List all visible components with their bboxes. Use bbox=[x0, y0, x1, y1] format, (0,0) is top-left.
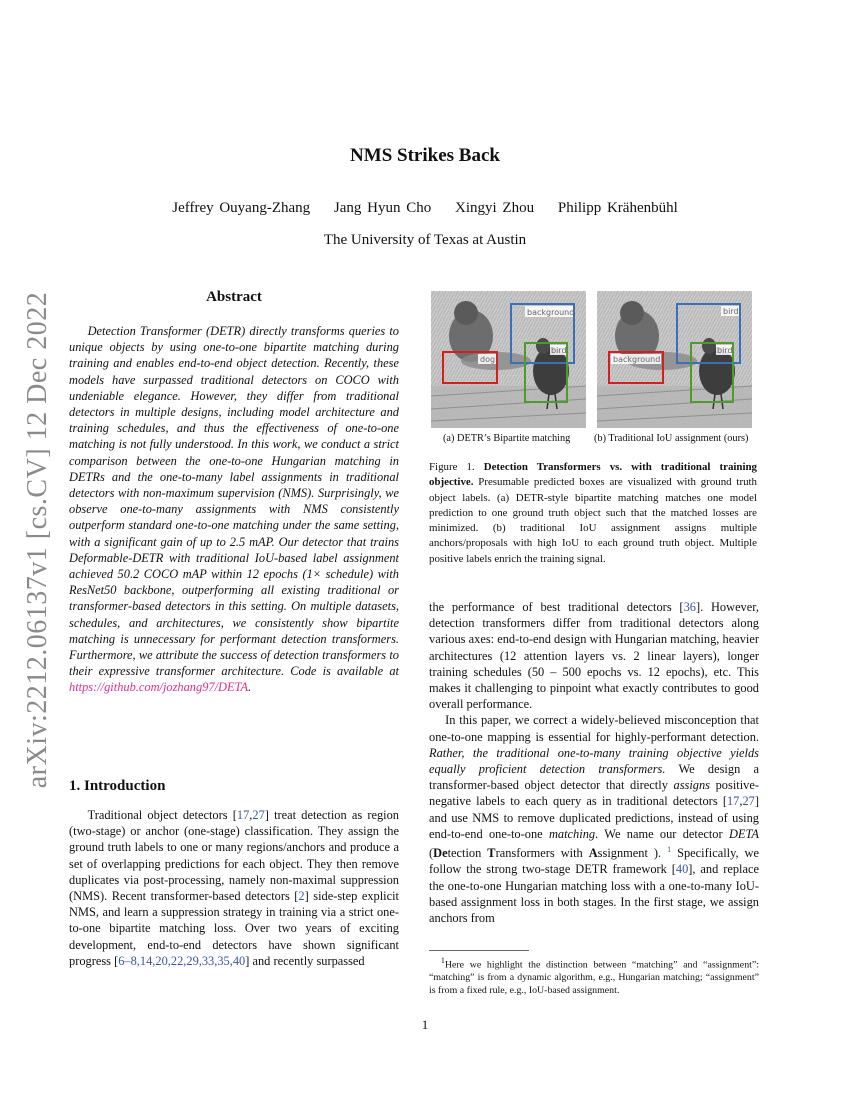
right-column-text bbox=[429, 599, 759, 926]
figure-caption: Figure 1. Detection Transformers vs. with traditional training objective. Presumable predicted boxes are visualized with ground truth object labels. (a) DETR-style bipartite matching matches one model prediction to one ground truth object such that the matched losses are minimized. (b) traditional IoU assignment assigns multiple anchors/proposals with high IoU to each ground truth object. Multiple positive labels enrich the training signal. bbox=[429, 461, 757, 565]
box-label: bird bbox=[551, 346, 567, 355]
box-label: bird bbox=[723, 307, 739, 316]
box-label: background bbox=[613, 355, 661, 364]
dog-bird-photo-b bbox=[597, 291, 752, 428]
citation[interactable]: 27 bbox=[742, 794, 755, 809]
affiliation: The University of Texas at Austin bbox=[323, 232, 527, 248]
figure-panel-a bbox=[431, 291, 586, 428]
footnote: $^1$Here we highlight the distinction between “matching” and “assignment”: “matching” is from a dynamic algorithm, e.g., Hungarian matching; “assignment” is from a fixed rule, e.g., IoU-based assignment. bbox=[429, 956, 759, 997]
author-name: Xingyi Zhou bbox=[455, 200, 535, 216]
box-label: bird bbox=[717, 346, 733, 355]
box-label: dog bbox=[480, 355, 496, 364]
paper-title: NMS Strikes Back bbox=[350, 145, 500, 166]
citation[interactable]: 27 bbox=[252, 808, 265, 822]
citation[interactable]: 2 bbox=[298, 889, 305, 904]
figure-panel-b bbox=[597, 291, 752, 428]
code-link[interactable]: https://github.com/jozhang97/DETA bbox=[69, 680, 249, 695]
author-name: Philipp Krähenbühl bbox=[557, 200, 678, 216]
abstract-text: Detection Transformer (DETR) directly transforms queries to unique objects by using one-to-one bipartite matching during training and enables end-to-end object detection. Recently, these models have surpassed traditional detectors on COCO with undeniable elegance. However, they differ from traditional detectors in multiple designs, including model architecture and training schedules, and thus the effectiveness of one-to-one matching is not fully understood. In this work, we conduct a strict comparison between the one-to-one Hungarian matching in DETRs and the one-to-many label assignments in traditional detectors with non-maximum supervision (NMS). Surprisingly, we observe one-to-many assignments with NMS consistently outperform standard one-to-one matching under the same setting, with a significant gain of up to 2.5 mAP. Our detector that trains Deformable-DETR with traditional IoU-based label assignment achieved 50.2 COCO mAP within 12 epochs (1× schedule) with ResNet50 backbone, outperforming all existing traditional or transformer-based detectors in this setting. On multiple datasets, schedules, and architectures, we consistently show bipartite matching is unnecessary for performant detection transformers. Furthermore, we attribute the success of detection transformers to their expressive transformer architecture. Code is available at bbox=[69, 324, 399, 679]
abstract-end: . bbox=[248, 680, 252, 695]
paragraph: the performance of best traditional detectors [36]. However, detection transformers differ from traditional detectors along various axes: end-to-end design with Hungarian matching, heavier architectures (12 attention layers vs. 2 linear layers), longer training schedules (50 – 500 epochs vs. 12 epochs), etc. This makes it challenging to pinpoint what exactly contributes to good overall performance. bbox=[429, 600, 759, 712]
footnote-rule bbox=[429, 950, 529, 951]
citation[interactable]: 17 bbox=[726, 794, 740, 809]
author-list bbox=[0, 200, 850, 217]
abstract-heading: Abstract bbox=[206, 289, 262, 305]
author-name: Jang Hyun Cho bbox=[333, 200, 432, 216]
citation[interactable]: 40 bbox=[675, 862, 689, 877]
author-name: Jeffrey Ouyang-Zhang bbox=[172, 200, 311, 216]
section-heading-introduction: 1. Introduction bbox=[69, 778, 166, 794]
dog-bird-photo-a bbox=[431, 291, 586, 428]
footnote-mark[interactable]: 1 bbox=[667, 845, 672, 855]
citation[interactable]: 36 bbox=[683, 600, 696, 614]
subcaption-b: (b) Traditional IoU assignment (ours) bbox=[594, 433, 749, 444]
arxiv-stamp: arXiv:2212.06137v1 [cs.CV] 12 Dec 2022 bbox=[22, 291, 53, 789]
citation[interactable]: 6–8,14,20,22,29,33,35,40 bbox=[118, 953, 246, 968]
citation[interactable]: 17 bbox=[236, 808, 250, 822]
paragraph: In this paper, we correct a widely-believed misconception that one-to-one mapping is essential for highly-performant detection. Rather, the traditional one-to-many training objective yields equally proficient detection transformers. We design a transformer-based object detector that directly assigns positive-negative labels to each query as in traditional detectors [17,27] and use NMS to remove duplicated predictions, instead of using end-to-end one-to-one matching. We name our detector DETA (Detection Transformers with Assignment ). $^1$ Specifically, we follow the strong two-stage DETR framework [40], and replace the one-to-one Hungarian matching loss with a one-to-many IoU-based assignment loss in both stages. In the first stage, we assign anchors from bbox=[429, 713, 759, 925]
box-label: background bbox=[527, 308, 575, 317]
page-number: 1 bbox=[421, 1017, 429, 1032]
abstract-body bbox=[69, 323, 399, 696]
subcaption-a: (a) DETR’s Bipartite matching bbox=[443, 433, 571, 444]
figure-1 bbox=[431, 291, 759, 429]
intro-paragraph: Traditional object detectors [17,27] treat detection as region (two-stage) or anchor (one-stage) classification. They assign the ground truth labels to one or many regions/anchors and produce a set of overlapping predictions for each object. They then remove duplicates via post-processing, namely non-maximal suppression (NMS). Recent transformer-based detectors [2] side-step explicit NMS, and learn a suppression strategy in training via a strict one-to-one bipartite matching loss. Over two years of exciting development, end-to-end detectors have shown significant progress [6–8,14,20,22,29,33,35,40] and recently surpassed bbox=[69, 808, 400, 968]
